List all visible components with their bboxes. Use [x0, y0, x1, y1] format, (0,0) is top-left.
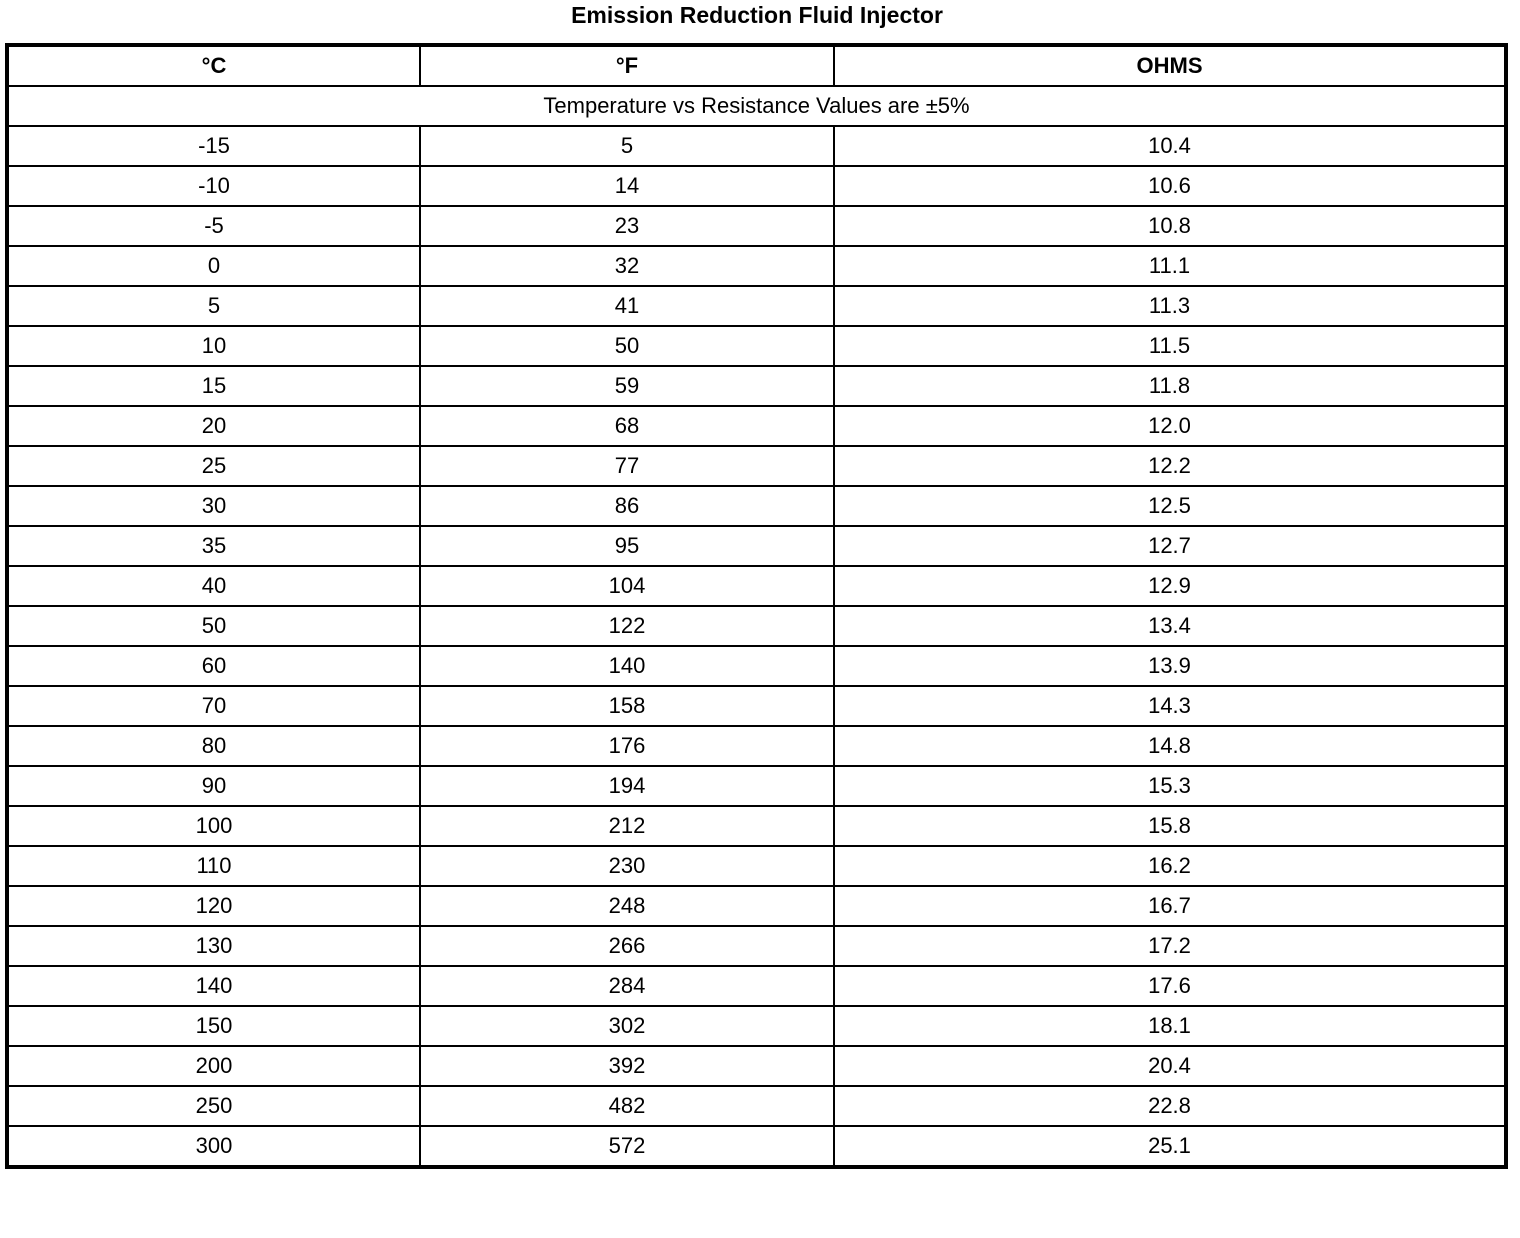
cell-fahrenheit: 212 [420, 806, 834, 846]
cell-ohms: 25.1 [834, 1126, 1506, 1167]
cell-ohms: 12.9 [834, 566, 1506, 606]
cell-celsius: 130 [7, 926, 420, 966]
table-row [7, 246, 1506, 286]
cell-ohms: 16.7 [834, 886, 1506, 926]
cell-celsius: 50 [7, 606, 420, 646]
cell-celsius: 60 [7, 646, 420, 686]
cell-ohms: 14.3 [834, 686, 1506, 726]
cell-celsius: 30 [7, 486, 420, 526]
tolerance-note: Temperature vs Resistance Values are ±5% [7, 86, 1506, 126]
table-row [7, 126, 1506, 166]
cell-ohms: 13.9 [834, 646, 1506, 686]
cell-celsius: 0 [7, 246, 420, 286]
cell-ohms: 10.4 [834, 126, 1506, 166]
cell-ohms: 10.8 [834, 206, 1506, 246]
cell-celsius: 15 [7, 366, 420, 406]
table-row [7, 286, 1506, 326]
cell-ohms: 18.1 [834, 1006, 1506, 1046]
table-row [7, 686, 1506, 726]
cell-fahrenheit: 23 [420, 206, 834, 246]
table-row [7, 766, 1506, 806]
cell-ohms: 10.6 [834, 166, 1506, 206]
cell-fahrenheit: 77 [420, 446, 834, 486]
cell-ohms: 12.5 [834, 486, 1506, 526]
cell-ohms: 11.5 [834, 326, 1506, 366]
cell-celsius: 5 [7, 286, 420, 326]
cell-celsius: -15 [7, 126, 420, 166]
cell-fahrenheit: 302 [420, 1006, 834, 1046]
table-row [7, 206, 1506, 246]
cell-celsius: 100 [7, 806, 420, 846]
cell-fahrenheit: 266 [420, 926, 834, 966]
cell-ohms: 11.3 [834, 286, 1506, 326]
cell-fahrenheit: 95 [420, 526, 834, 566]
cell-ohms: 11.1 [834, 246, 1506, 286]
table-row [7, 886, 1506, 926]
column-header-celsius: °C [7, 45, 420, 86]
cell-fahrenheit: 140 [420, 646, 834, 686]
cell-ohms: 12.0 [834, 406, 1506, 446]
resistance-table [5, 43, 1508, 1169]
table-row [7, 846, 1506, 886]
cell-fahrenheit: 248 [420, 886, 834, 926]
cell-celsius: -10 [7, 166, 420, 206]
table-row [7, 926, 1506, 966]
cell-fahrenheit: 104 [420, 566, 834, 606]
cell-ohms: 15.8 [834, 806, 1506, 846]
cell-ohms: 16.2 [834, 846, 1506, 886]
table-row [7, 606, 1506, 646]
table-row [7, 1046, 1506, 1086]
table-row [7, 486, 1506, 526]
cell-fahrenheit: 572 [420, 1126, 834, 1167]
cell-celsius: 200 [7, 1046, 420, 1086]
cell-fahrenheit: 392 [420, 1046, 834, 1086]
table-row [7, 1126, 1506, 1167]
table-header [7, 45, 1506, 86]
table-row [7, 446, 1506, 486]
cell-ohms: 17.6 [834, 966, 1506, 1006]
table-row [7, 366, 1506, 406]
table-row [7, 966, 1506, 1006]
column-header-fahrenheit: °F [420, 45, 834, 86]
cell-fahrenheit: 158 [420, 686, 834, 726]
table-title: Emission Reduction Fluid Injector [571, 2, 943, 28]
cell-celsius: 140 [7, 966, 420, 1006]
cell-ohms: 12.7 [834, 526, 1506, 566]
table-row [7, 166, 1506, 206]
cell-celsius: 40 [7, 566, 420, 606]
cell-fahrenheit: 68 [420, 406, 834, 446]
table-row [7, 1086, 1506, 1126]
header-row [7, 45, 1506, 86]
cell-celsius: 35 [7, 526, 420, 566]
cell-celsius: 110 [7, 846, 420, 886]
cell-fahrenheit: 284 [420, 966, 834, 1006]
cell-celsius: 20 [7, 406, 420, 446]
cell-celsius: 10 [7, 326, 420, 366]
table-row [7, 406, 1506, 446]
cell-ohms: 13.4 [834, 606, 1506, 646]
cell-fahrenheit: 14 [420, 166, 834, 206]
table-row [7, 726, 1506, 766]
cell-ohms: 15.3 [834, 766, 1506, 806]
table-row [7, 526, 1506, 566]
cell-ohms: 12.2 [834, 446, 1506, 486]
cell-celsius: -5 [7, 206, 420, 246]
cell-ohms: 22.8 [834, 1086, 1506, 1126]
table-row [7, 566, 1506, 606]
table-row [7, 646, 1506, 686]
cell-fahrenheit: 176 [420, 726, 834, 766]
cell-celsius: 250 [7, 1086, 420, 1126]
cell-fahrenheit: 194 [420, 766, 834, 806]
tolerance-note-row [7, 86, 1506, 126]
cell-fahrenheit: 122 [420, 606, 834, 646]
cell-fahrenheit: 230 [420, 846, 834, 886]
cell-ohms: 17.2 [834, 926, 1506, 966]
cell-fahrenheit: 59 [420, 366, 834, 406]
cell-celsius: 25 [7, 446, 420, 486]
cell-celsius: 150 [7, 1006, 420, 1046]
cell-fahrenheit: 41 [420, 286, 834, 326]
cell-ohms: 20.4 [834, 1046, 1506, 1086]
cell-celsius: 300 [7, 1126, 420, 1167]
column-header-ohms: OHMS [834, 45, 1506, 86]
cell-fahrenheit: 5 [420, 126, 834, 166]
cell-celsius: 70 [7, 686, 420, 726]
cell-fahrenheit: 50 [420, 326, 834, 366]
cell-celsius: 120 [7, 886, 420, 926]
table-body [7, 86, 1506, 1167]
cell-fahrenheit: 32 [420, 246, 834, 286]
cell-ohms: 11.8 [834, 366, 1506, 406]
cell-ohms: 14.8 [834, 726, 1506, 766]
cell-fahrenheit: 482 [420, 1086, 834, 1126]
table-row [7, 806, 1506, 846]
table-row [7, 1006, 1506, 1046]
table-row [7, 326, 1506, 366]
cell-fahrenheit: 86 [420, 486, 834, 526]
cell-celsius: 90 [7, 766, 420, 806]
cell-celsius: 80 [7, 726, 420, 766]
